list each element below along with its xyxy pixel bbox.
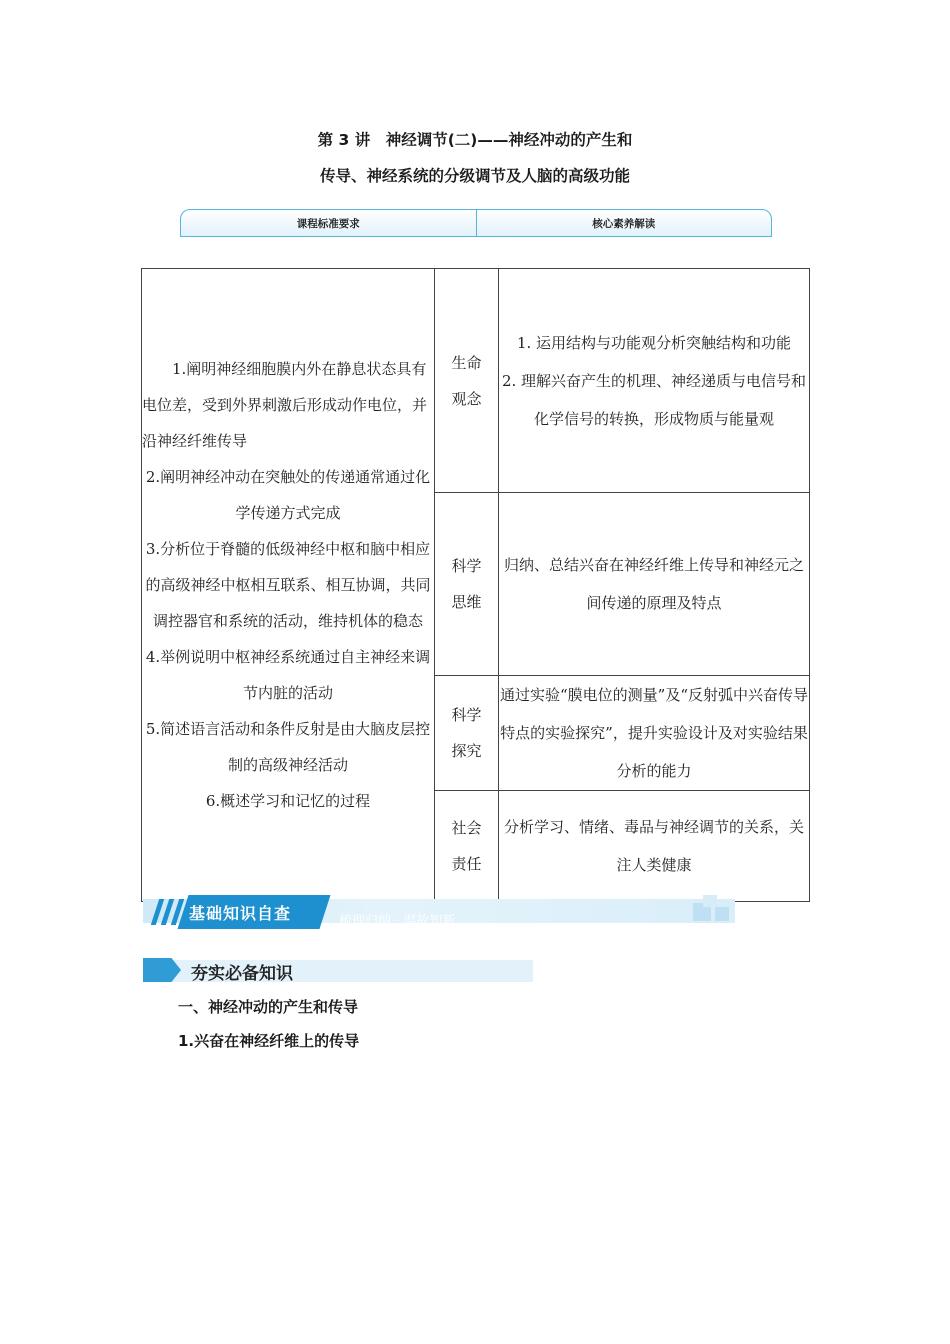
- curriculum-standards-label: 课程标准要求: [296, 217, 360, 230]
- subsection-title: 夯实必备知识: [191, 964, 293, 984]
- requirement-item: 5.简述语言活动和条件反射是由大脑皮层控制的高级神经活动: [145, 720, 431, 774]
- requirement-item: 2.阐明神经冲动在突触处的传递通常通过化学传递方式完成: [145, 468, 431, 522]
- category-social-responsibility: [435, 791, 499, 902]
- page-title-line1: 第 3 讲 神经调节(二)——神经冲动的产生和: [317, 131, 633, 149]
- section-title: 基础知识自查: [189, 904, 292, 923]
- literacy-scientific-thinking: [499, 493, 810, 676]
- literacy-life-concept: [499, 269, 810, 493]
- category-scientific-thinking: [435, 493, 499, 676]
- literacy-item: 2. 理解兴奋产生的机理、神经递质与电信号和化学信号的转换，形成物质与能量观: [501, 371, 807, 428]
- section-band: [143, 895, 735, 929]
- standards-header-bar: [180, 209, 772, 237]
- heading-level2: 1.兴奋在神经纤维上的传导: [178, 1032, 360, 1050]
- literacy-item: 1. 运用结构与功能观分析突触结构和功能: [516, 333, 792, 352]
- requirements-cell: [142, 269, 435, 902]
- requirement-item: 6.概述学习和记忆的过程: [205, 792, 371, 810]
- literacy-item: 归纳、总结兴奋在神经纤维上传导和神经元之间传递的原理及特点: [503, 556, 804, 612]
- category-scientific-inquiry: [435, 676, 499, 791]
- literacy-scientific-inquiry: [499, 676, 810, 791]
- category-label: 社会责任: [451, 819, 482, 873]
- category-label: 科学探究: [451, 706, 482, 760]
- decor-square: [715, 907, 729, 921]
- category-label: 科学思维: [451, 557, 482, 611]
- section-subtitle: 梳理归纳 · 温故知新: [339, 914, 456, 929]
- requirement-item: 1.阐明神经细胞膜内外在静息状态具有电位差，受到外界刺激后形成动作电位，并沿神经纤维传导: [142, 360, 428, 450]
- category-label: 生命观念: [451, 353, 482, 408]
- literacy-item: 分析学习、情绪、毒品与神经调节的关系，关注人类健康: [503, 818, 804, 874]
- standards-table: [141, 268, 810, 902]
- requirement-item: 3.分析位于脊髓的低级神经中枢和脑中相应的高级神经中枢相互联系、相互协调，共同调控器官和系统的活动，维持机体的稳态: [145, 540, 431, 630]
- core-literacy-label: 核心素养解读: [476, 210, 772, 236]
- category-life-concept: [435, 269, 499, 493]
- heading-level1: 一、神经冲动的产生和传导: [178, 998, 359, 1016]
- decor-square: [703, 895, 717, 907]
- literacy-social-responsibility: [499, 791, 810, 902]
- literacy-item: 通过实验“膜电位的测量”及“反射弧中兴奋传导特点的实验探究”，提升实验设计及对实验结果分析的能力: [499, 686, 808, 780]
- subsection-header: [143, 958, 533, 982]
- page-title-line2: 传导、神经系统的分级调节及人脑的高级功能: [319, 167, 630, 185]
- requirement-item: 4.举例说明中枢神经系统通过自主神经来调节内脏的活动: [145, 648, 431, 702]
